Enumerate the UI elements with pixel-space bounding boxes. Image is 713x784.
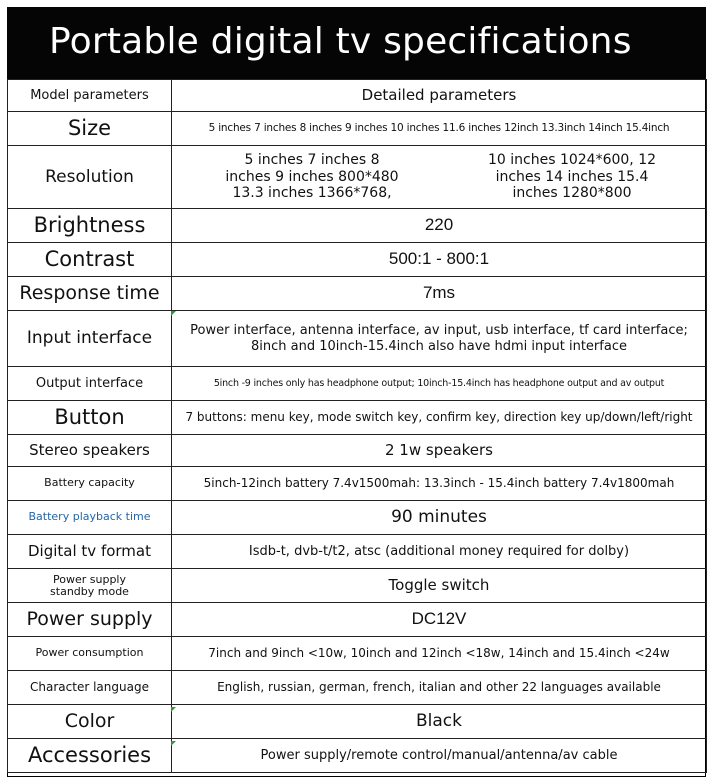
table-row-input-interface xyxy=(8,311,707,367)
row-value: English, russian, german, french, italian and other 22 languages available xyxy=(172,671,707,705)
row-value: 500:1 - 800:1 xyxy=(172,243,707,277)
spec-table xyxy=(7,79,707,773)
table-row-battery-playback-time xyxy=(8,501,707,535)
table-row-standby-mode xyxy=(8,569,707,603)
row-value xyxy=(172,146,707,209)
row-label: Battery capacity xyxy=(8,467,172,501)
row-value: Toggle switch xyxy=(172,569,707,603)
table-row-character-language xyxy=(8,671,707,705)
row-label: Size xyxy=(8,112,172,146)
table-row-size xyxy=(8,112,707,146)
row-label: Brightness xyxy=(8,209,172,243)
table-row-power-consumption xyxy=(8,637,707,671)
table-row-stereo-speakers xyxy=(8,435,707,467)
row-label: Response time xyxy=(8,277,172,311)
resolution-right: 10 inches 1024*600, 12 inches 14 inches 15.4 inches 1280*800 xyxy=(487,151,657,202)
row-value: 2 1w speakers xyxy=(172,435,707,467)
corner-mark xyxy=(171,311,176,316)
row-label: Color xyxy=(8,705,172,739)
table-row-contrast xyxy=(8,243,707,277)
table-row-resolution xyxy=(8,146,707,209)
row-label: Contrast xyxy=(8,243,172,277)
table-row-response-time xyxy=(8,277,707,311)
row-value: 7ms xyxy=(172,277,707,311)
row-label: Accessories xyxy=(8,739,172,773)
table-row-button xyxy=(8,401,707,435)
table-row-battery-capacity xyxy=(8,467,707,501)
row-label: Digital tv format xyxy=(8,535,172,569)
row-label: Character language xyxy=(8,671,172,705)
row-value: 5inch -9 inches only has headphone output; 10inch-15.4inch has headphone output and av output xyxy=(172,367,707,401)
row-value: 220 xyxy=(172,209,707,243)
row-value: 7inch and 9inch <10w, 10inch and 12inch <18w, 14inch and 15.4inch <24w xyxy=(172,637,707,671)
row-label: Power consumption xyxy=(8,637,172,671)
table-row-digital-tv-format xyxy=(8,535,707,569)
row-label: Resolution xyxy=(8,146,172,209)
title-banner xyxy=(7,7,706,79)
row-value: 5 inches 7 inches 8 inches 9 inches 10 inches 11.6 inches 12inch 13.3inch 14inch 15.4inch xyxy=(172,112,707,146)
row-label: Power supply xyxy=(8,603,172,637)
corner-mark xyxy=(171,707,176,712)
row-value: Black xyxy=(172,705,707,739)
row-value: Isdb-t, dvb-t/t2, atsc (additional money required for dolby) xyxy=(172,535,707,569)
row-value: Power interface, antenna interface, av input, usb interface, tf card interface; 8inch and 10inch-15.4inch also have hdmi input interface xyxy=(172,311,707,367)
row-label: Stereo speakers xyxy=(8,435,172,467)
header-value: Detailed parameters xyxy=(172,80,707,112)
row-label: Output interface xyxy=(8,367,172,401)
table-row-color xyxy=(8,705,707,739)
row-label: Power supply standby mode xyxy=(8,569,172,603)
row-value: 7 buttons: menu key, mode switch key, confirm key, direction key up/down/left/right xyxy=(172,401,707,435)
row-label: Input interface xyxy=(8,311,172,367)
header-label: Model parameters xyxy=(8,80,172,112)
row-value: 90 minutes xyxy=(172,501,707,535)
row-value: 5inch-12inch battery 7.4v1500mah: 13.3inch - 15.4inch battery 7.4v1800mah xyxy=(172,467,707,501)
resolution-left: 5 inches 7 inches 8 inches 9 inches 800*480 13.3 inches 1366*768, xyxy=(225,151,399,202)
row-value: Power supply/remote control/manual/antenna/av cable xyxy=(172,739,707,773)
table-row-power-supply xyxy=(8,603,707,637)
table-row-accessories xyxy=(8,739,707,773)
page-title: Portable digital tv specifications xyxy=(49,21,632,62)
table-row-brightness xyxy=(8,209,707,243)
table-row-output-interface xyxy=(8,367,707,401)
table-header-row xyxy=(8,80,707,112)
corner-mark xyxy=(171,741,176,746)
row-label: Battery playback time xyxy=(8,501,172,535)
row-value: DC12V xyxy=(172,603,707,637)
row-label: Button xyxy=(8,401,172,435)
